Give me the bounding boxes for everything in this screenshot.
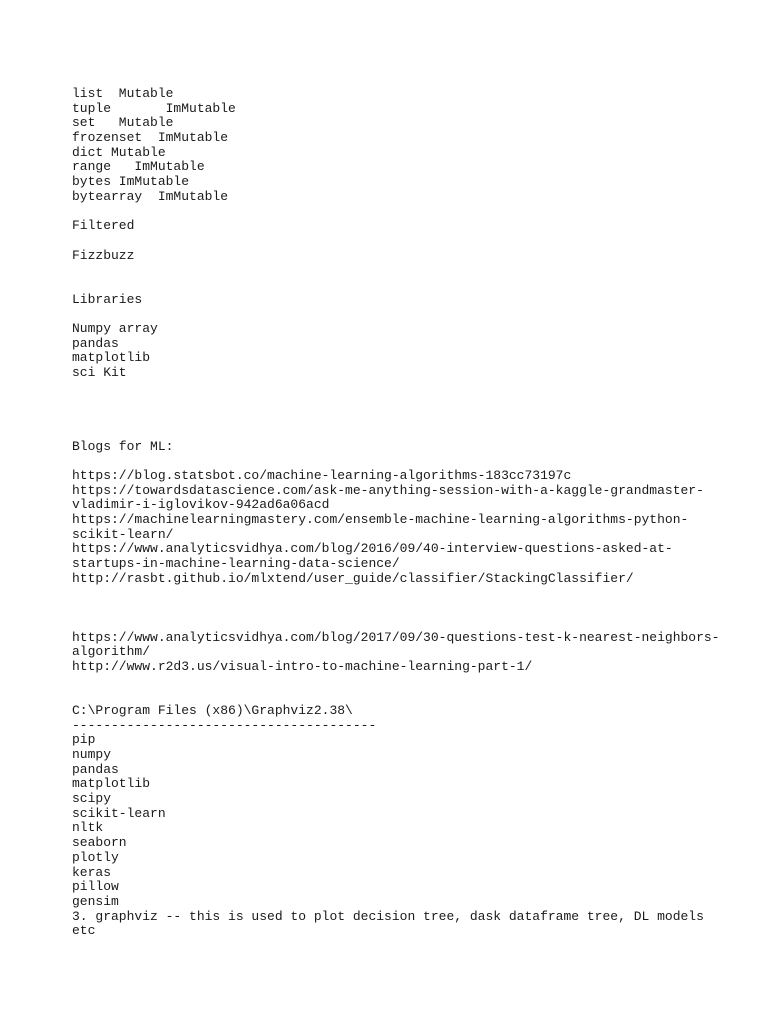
blog-link-line: startups-in-machine-learning-data-science/ [72,556,400,572]
package-item: numpy [72,747,112,763]
package-item: seaborn [72,835,127,851]
blog-link-line: https://machinelearningmastery.com/ensemble-machine-learning-algorithms-python- [72,512,689,527]
package-item: pandas [72,761,119,777]
type-line: list Mutable [72,86,174,101]
type-line: bytes ImMutable [72,174,190,190]
package-item: scikit-learn [72,805,166,821]
blog-link-line: https://towardsdatascience.com/ask-me-anything-session-with-a-kaggle-grandmaster- [72,482,704,498]
library-item: Numpy array [72,321,158,337]
library-item: sci Kit [72,365,127,381]
packages-list [72,733,732,909]
blog-link-line: http://rasbt.github.io/mlxtend/user_guide/classifier/StackingClassifier/ [72,570,634,586]
type-line: frozenset ImMutable [72,130,229,146]
graphviz-path: C:\Program Files (x86)\Graphviz2.38\ [72,702,353,718]
package-item: nltk [72,820,104,836]
libraries-list [72,322,732,381]
blog-link-line: https://www.analyticsvidhya.com/blog/2016/09/40-interview-questions-asked-at- [72,541,673,557]
type-line: set Mutable [72,115,174,131]
type-line: bytearray ImMutable [72,188,229,204]
divider-line: --------------------------------------- [72,717,377,733]
library-item: pandas [72,335,119,351]
more-link-line: algorithm/ [72,644,151,660]
package-item: pillow [72,879,119,895]
type-line: range ImMutable [72,159,205,175]
package-item: pip [72,732,96,748]
types-list [72,87,732,205]
blog-link-line: scikit-learn/ [72,526,174,542]
blog-links [72,469,732,587]
library-item: matplotlib [72,350,151,366]
graphviz-note-line: 3. graphviz -- this is used to plot decision tree, dask dataframe tree, DL models [72,908,704,924]
type-line: dict Mutable [72,144,166,160]
document-page [72,87,732,939]
package-item: matplotlib [72,776,151,792]
package-item: scipy [72,791,112,807]
blog-link-line: vladimir-i-iglovikov-942ad6a06acd [72,497,330,513]
filtered-text: Filtered [72,218,135,234]
blog-link-line: https://blog.statsbot.co/machine-learning-algorithms-183cc73197c [72,467,572,483]
libraries-heading: Libraries [72,291,143,307]
package-item: plotly [72,849,119,865]
type-line: tuple ImMutable [72,100,236,116]
more-link-line: https://www.analyticsvidhya.com/blog/2017/09/30-questions-test-k-nearest-neighbors- [72,629,720,645]
package-item: gensim [72,893,119,909]
more-link-line: http://www.r2d3.us/visual-intro-to-machine-learning-part-1/ [72,658,533,674]
blogs-heading: Blogs for ML: [72,438,174,454]
graphviz-note-line: etc [72,923,96,939]
more-links [72,631,732,675]
fizzbuzz-text: Fizzbuzz [72,247,135,263]
package-item: keras [72,864,112,880]
